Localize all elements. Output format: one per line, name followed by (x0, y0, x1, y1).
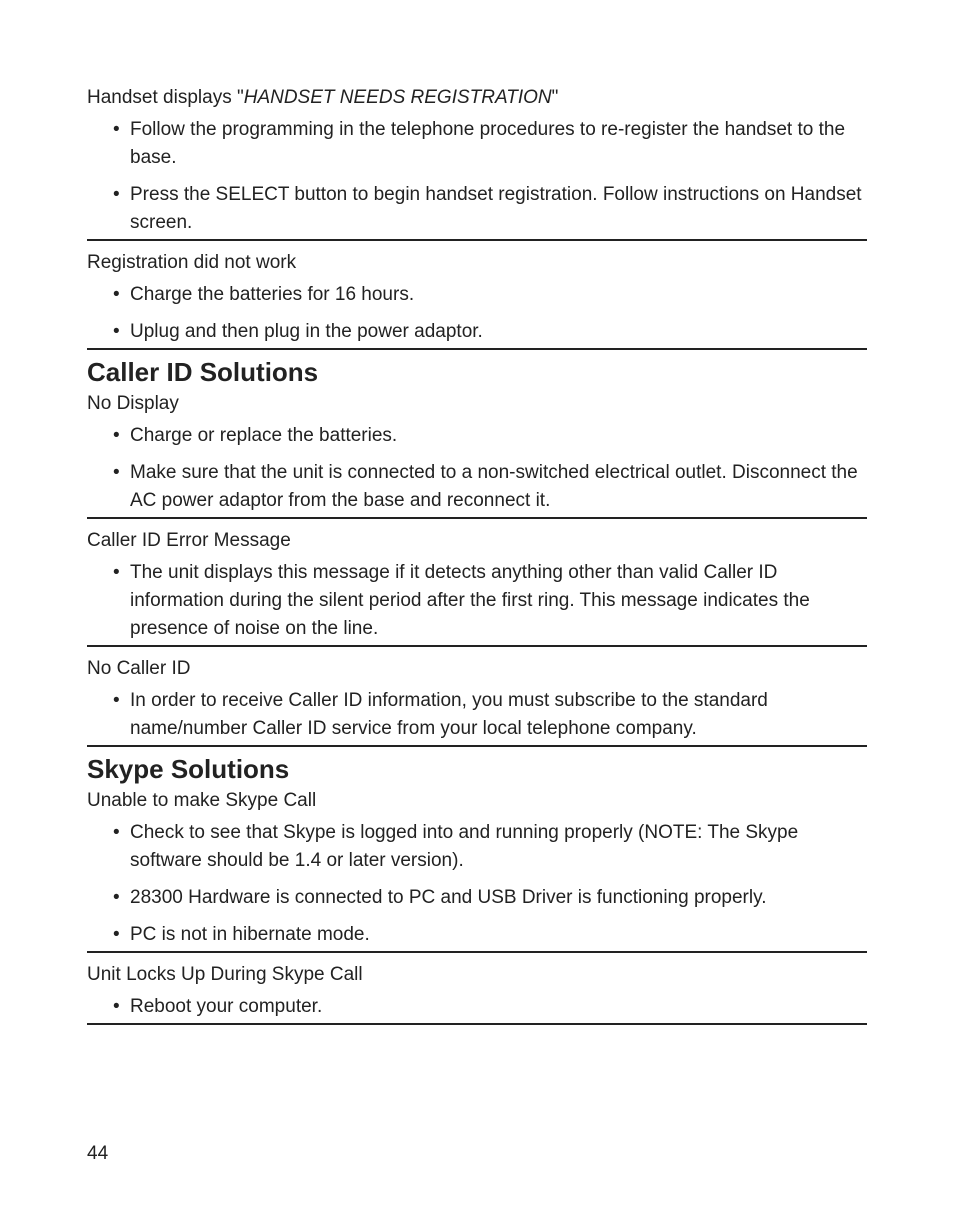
divider (87, 239, 867, 241)
solution-item: • Charge the batteries for 16 hours. (113, 281, 867, 309)
divider (87, 645, 867, 647)
solution-item: • The unit displays this message if it detects anything other than valid Caller ID information during the silent period after the first ring. This message indicates the presence of noise on the line. (113, 559, 867, 643)
divider (87, 951, 867, 953)
solution-list (87, 116, 867, 237)
solution-item: • Check to see that Skype is logged into and running properly (NOTE: The Skype software should be 1.4 or later version). (113, 819, 867, 875)
problem-title: Caller ID Error Message (87, 530, 291, 551)
section-heading: Caller ID Solutions (87, 357, 319, 387)
problem-title-prefix: Handset displays " (87, 87, 244, 108)
solution-list (87, 559, 867, 643)
problem-title (87, 82, 867, 116)
troubleshooting-content (87, 82, 867, 1031)
solution-list (87, 281, 867, 346)
divider (87, 517, 867, 519)
problem-title: No Display (87, 393, 179, 414)
display-message: HANDSET NEEDS REGISTRATION (243, 87, 552, 108)
problem-title: Registration did not work (87, 252, 297, 273)
problem-title: Unit Locks Up During Skype Call (87, 964, 363, 985)
solution-item: • Press the SELECT button to begin handset registration. Follow instructions on Handset screen. (113, 181, 867, 237)
solution-item: • Make sure that the unit is connected to a non-switched electrical outlet. Disconnect the AC power adaptor from the base and reconnect it. (113, 459, 867, 515)
solution-list (87, 422, 867, 515)
solution-item: • In order to receive Caller ID information, you must subscribe to the standard name/number Caller ID service from your local telephone company. (113, 687, 867, 743)
solution-list (87, 819, 867, 949)
solution-item: • Charge or replace the batteries. (113, 422, 867, 450)
problem-title: Unable to make Skype Call (87, 790, 317, 811)
solution-item: • PC is not in hibernate mode. (113, 921, 867, 949)
solution-item: • Follow the programming in the telephone procedures to re-register the handset to the base. (113, 116, 867, 172)
divider (87, 348, 867, 350)
divider (87, 745, 867, 747)
solution-list (87, 687, 867, 743)
solution-item: • Reboot your computer. (113, 993, 867, 1021)
solution-item: • 28300 Hardware is connected to PC and USB Driver is functioning properly. (113, 884, 867, 912)
problem-title-suffix: " (551, 87, 559, 108)
divider (87, 1023, 867, 1025)
page-number: 44 (87, 1143, 109, 1164)
section-heading: Skype Solutions (87, 754, 290, 784)
problem-title: No Caller ID (87, 658, 191, 679)
solution-item: • Uplug and then plug in the power adaptor. (113, 318, 867, 346)
solution-list (87, 993, 867, 1021)
